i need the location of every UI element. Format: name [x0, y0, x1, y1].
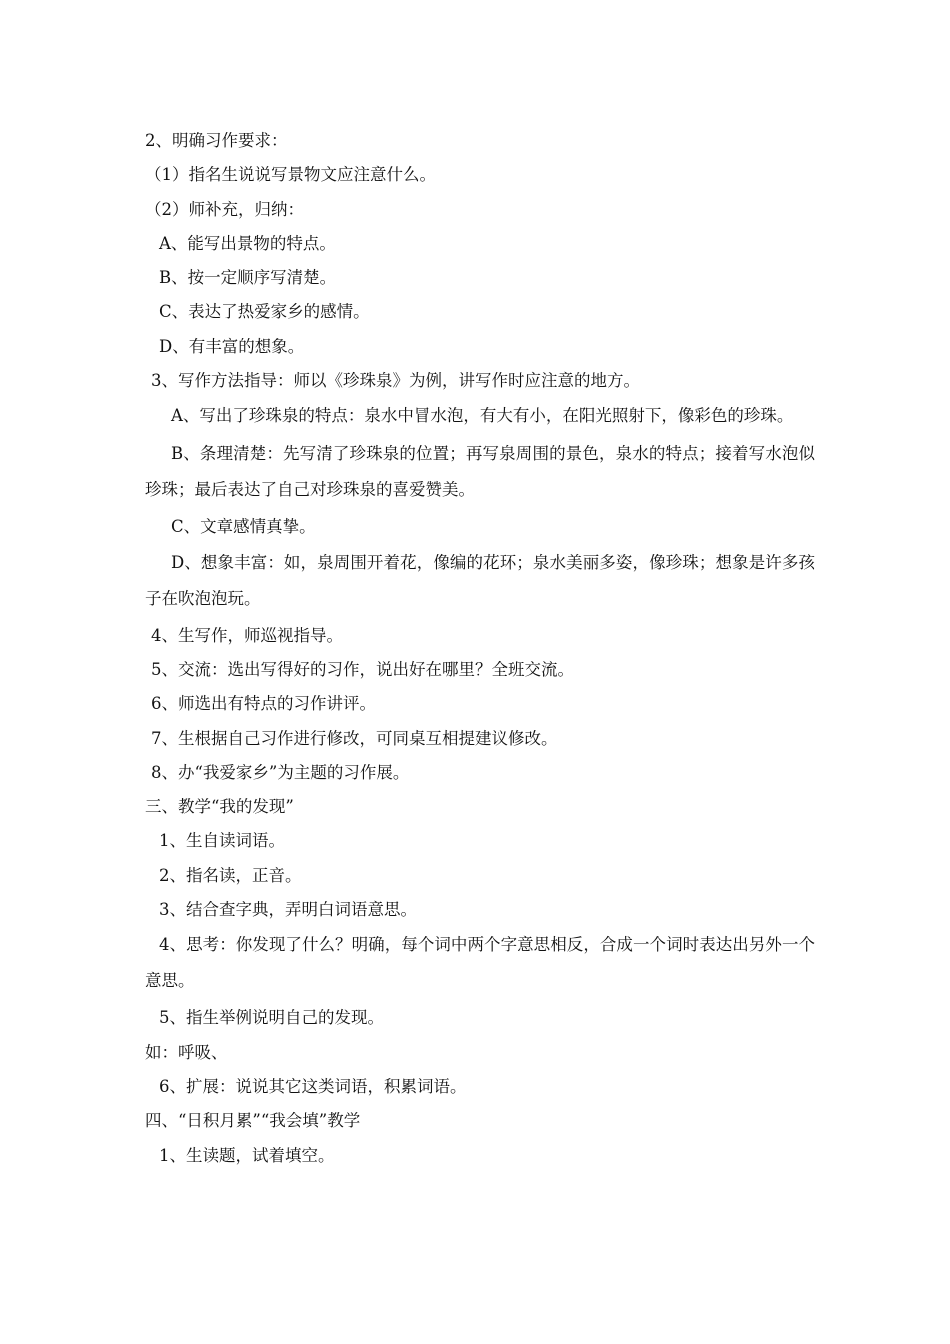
- text-paragraph: A、写出了珍珠泉的特点：泉水中冒水泡，有大有小，在阳光照射下，像彩色的珍珠。: [171, 406, 794, 426]
- section-heading: 三、教学“我的发现”: [145, 797, 294, 817]
- text-line: 如：呼吸、: [145, 1042, 228, 1062]
- text-line: 5、指生举例说明自己的发现。: [159, 1008, 384, 1028]
- text-paragraph: B、条理清楚：先写清了珍珠泉的位置；再写泉周围的景色，泉水的特点；接着写水泡似珍珠；最后表达了自己对珍珠泉的喜爱赞美。: [145, 444, 815, 500]
- text-line: 1、生自读词语。: [159, 831, 285, 851]
- text-line: 3、写作方法指导：师以《珍珠泉》为例，讲写作时应注意的地方。: [151, 371, 640, 391]
- text-line: 3、结合查字典，弄明白词语意思。: [159, 900, 417, 920]
- text-line: B、按一定顺序写清楚。: [159, 268, 337, 288]
- text-line: 2、指名读，正音。: [159, 865, 302, 885]
- text-line: 6、扩展：说说其它这类词语，积累词语。: [159, 1076, 467, 1096]
- text-line: 8、办“我爱家乡”为主题的习作展。: [151, 762, 410, 782]
- text-line: （1）指名生说说写景物文应注意什么。: [145, 165, 436, 185]
- text-line: （2）师补充，归纳：: [145, 199, 304, 219]
- document-body: [145, 124, 815, 1173]
- text-line: 4、生写作，师巡视指导。: [151, 625, 343, 645]
- text-line: 7、生根据自己习作进行修改，可同桌互相提建议修改。: [151, 728, 558, 748]
- text-paragraph: D、想象丰富：如，泉周围开着花，像编的花环；泉水美丽多姿，像珍珠；想象是许多孩子在吹泡泡玩。: [145, 552, 815, 608]
- section-heading: 四、“日积月累”“我会填”教学: [145, 1111, 361, 1131]
- text-line: 6、师选出有特点的习作讲评。: [151, 694, 376, 714]
- text-line: 5、交流：选出写得好的习作，说出好在哪里？全班交流。: [151, 659, 574, 679]
- text-line: C、文章感情真挚。: [171, 517, 316, 537]
- text-paragraph: 4、思考：你发现了什么？明确，每个词中两个字意思相反，合成一个词时表达出另外一个意思。: [145, 935, 815, 991]
- text-line: C、表达了热爱家乡的感情。: [159, 302, 370, 322]
- text-line: D、有丰富的想象。: [159, 336, 305, 356]
- text-line: 1、生读题，试着填空。: [159, 1145, 335, 1165]
- text-line: 2、明确习作要求：: [145, 131, 288, 150]
- text-line: A、能写出景物的特点。: [159, 233, 336, 253]
